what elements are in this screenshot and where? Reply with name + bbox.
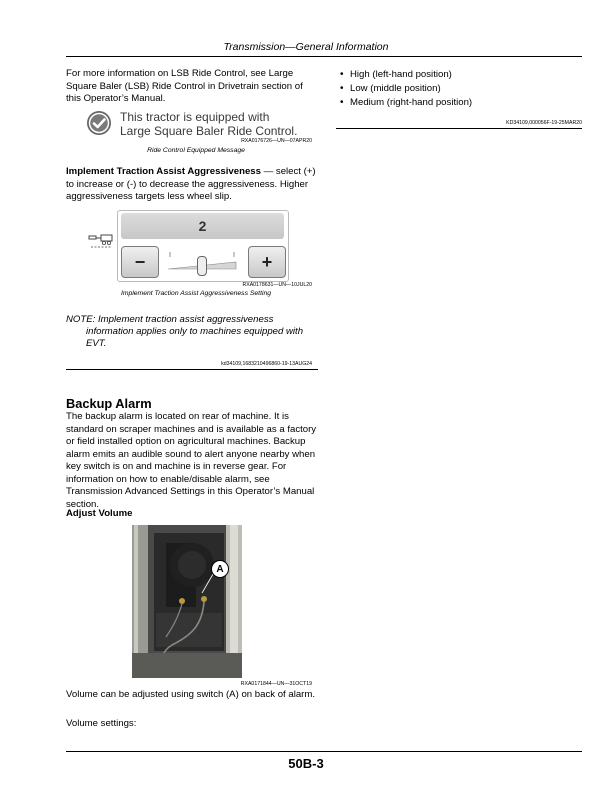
checkmark-circle-icon (86, 110, 112, 141)
note-text: NOTE: Implement traction assist aggressiveness information applies only to machines equipped with EVT. (66, 314, 304, 349)
ita-value-display (121, 213, 284, 239)
ride-control-message-figure (86, 110, 318, 141)
ita-setting-figure (88, 210, 316, 282)
page-header-title: Transmission—General Information (223, 41, 389, 53)
increase-button[interactable] (248, 246, 286, 278)
page-number: 50B-3 (288, 756, 324, 771)
backup-alarm-paragraph: The backup alarm is located on rear of machine. It is standard on scraper machines and is available as a factory or field installed option on agricultural machines. Backup alarm emits an audible sound to alert anyone nearby when key switch is on and machine is in reverse gear. For information on how to enable/disable alarm, see Transmission Advanced Settings in this Operator’s Manual section. (66, 411, 317, 510)
right-ref: KD34109,000056F-19-25MAR20 (506, 120, 582, 126)
list-item: • Medium (right-hand position) (338, 96, 582, 110)
note-ref-rule (66, 369, 318, 370)
list-item: • Low (middle position) (338, 82, 582, 96)
decrease-button[interactable] (121, 246, 159, 278)
intro-paragraph: For more information on LSB Ride Control, see Large Square Baler (LSB) Ride Control in Drivetrain section of this Operator’s Manual. (66, 68, 303, 104)
note-ref: kd34109,1683210496860-19-13AUG24 (221, 361, 312, 367)
ride-control-message-text: This tractor is equipped with Large Square Baler Ride Control. (120, 110, 298, 138)
list-item: • High (left-hand position) (338, 68, 582, 82)
backup-alarm-photo (132, 525, 242, 678)
header-rule (66, 56, 582, 57)
implement-traction-icon (88, 234, 114, 257)
photo-ref: RXA0171844—UN—31OCT19 (240, 681, 312, 687)
figure1-caption: Ride Control Equipped Message (147, 147, 245, 154)
plus-label: + (261, 251, 273, 272)
ita-paragraph (66, 166, 318, 204)
callout-a (211, 560, 229, 578)
volume-settings-list (338, 68, 582, 110)
figure2-ref: RXA0178631—UN—10JUL20 (242, 282, 312, 288)
right-ref-rule (336, 128, 582, 129)
figure2-caption: Implement Traction Assist Aggressiveness Setting (120, 290, 272, 297)
volume-settings-label: Volume settings: (66, 718, 137, 729)
slider-thumb[interactable] (197, 256, 207, 276)
ita-description: — select (+) to increase or (-) to decrease the aggressiveness. Higher aggressiveness targets less wheel slip. (66, 166, 316, 202)
backup-alarm-heading: Backup Alarm (66, 396, 152, 411)
aggressiveness-slider[interactable] (166, 250, 238, 276)
adjust-volume-heading: Adjust Volume (66, 508, 133, 519)
minus-label: − (134, 251, 146, 272)
figure1-ref: RXA0176726—UN—07APR20 (241, 138, 312, 144)
callout-a-label: A (216, 563, 224, 575)
volume-adjust-paragraph: Volume can be adjusted using switch (A) on back of alarm. (66, 689, 316, 700)
ita-value: 2 (198, 218, 207, 234)
ita-term: Implement Traction Assist Aggressiveness (66, 166, 261, 177)
note-paragraph (66, 314, 316, 350)
footer-rule (66, 751, 582, 752)
